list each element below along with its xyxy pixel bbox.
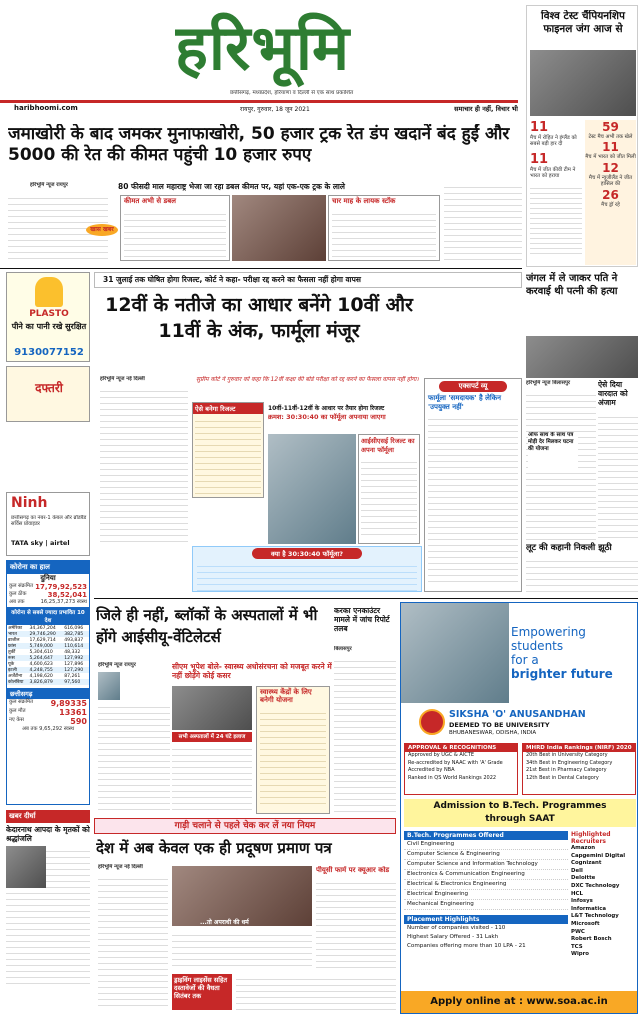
cg-recovered: अब तक 9,65,292 स्वस्थ [21, 726, 75, 733]
country-cases: 3,826,879 [29, 679, 53, 685]
pollution-body-2 [172, 930, 312, 970]
country-deaths: 127,290 [64, 667, 84, 673]
recruiter-item: L&T Technology [571, 913, 619, 920]
cm-quote-title: सीएम भूपेश बोले- स्वास्थ्य अधोसंरचना को मजबूत करने में नहीं छोड़ेंगे कोई कसर [172, 662, 332, 680]
cg-new: 590 [70, 717, 87, 727]
traffic-strap [94, 818, 396, 834]
cm-photo [98, 672, 120, 700]
country-cases: 4,248,755 [29, 667, 53, 673]
recruiter-item: Dell [571, 867, 583, 874]
puc-body [316, 878, 396, 970]
recruiters-block [571, 831, 637, 969]
plot-bullet: ऑफ साथ के साथ पत्र मोड़ी देर मिलकर घटना की योजना [528, 432, 578, 468]
icu-photo [172, 686, 252, 730]
box-body [195, 416, 261, 496]
ninh-line: छत्तीसगढ़ का नंबर-1 केबल और ब्रॉडबैंड सर्विस प्रोवाइडर [11, 515, 87, 528]
recruiter-item: Wipro [571, 951, 590, 958]
recruiter-item: Amazon [571, 845, 596, 851]
country-cases: 29,746,290 [29, 631, 56, 637]
box-title: क्या है 30:30:40 फॉर्मूला? [252, 548, 362, 559]
cg-new-label: नए केस [9, 717, 24, 724]
encounter-byline: बिलासपुर [334, 646, 352, 652]
approval-item: Re-accredited by NAAC with 'A' Grade [408, 759, 503, 766]
country-row [7, 625, 89, 631]
wtc-headline: विश्व टेस्ट चैंपियनशिप फाइनल जंग आज से [541, 10, 625, 35]
wtc-body [530, 184, 582, 254]
corona-title: कोरोना का हाल [7, 561, 89, 574]
stat-text: टेस्ट मैच अभी तक खेले [588, 134, 633, 140]
recruiter-item: PWC [571, 928, 585, 935]
murder-byline: हरिभूमि न्यूज बिलासपुर [526, 380, 571, 386]
soa-tagline [511, 625, 635, 695]
result-headline[interactable]: 12वीं के नतीजे का आधार बनेंगे 10वीं और 11वीं के अंक, फार्मूला मंजूर [105, 294, 413, 342]
country-deaths: 97,560 [64, 679, 81, 685]
result-quote: सुप्रीम कोर्ट ने गुरुवार को कहा कि 12वीं कक्षा की बोर्ड परीक्षा को रद्द करने का फैसला वापस नहीं होगा। [196, 376, 419, 383]
programme-item: Electronics & Communication Engineering [404, 870, 568, 880]
khabar-headline[interactable]: केदारनाथ आपदा के मृतकों को श्रद्धांजलि [6, 825, 90, 843]
expert-body [428, 414, 518, 584]
lead-byline: हरिभूमि न्यूज रायपुर [30, 182, 68, 188]
approval-title: APPROVAL & RECOGNITIONS [405, 744, 517, 752]
recruiter-item: Microsoft [571, 920, 600, 927]
programmes-block [404, 831, 568, 911]
loot-body [526, 556, 638, 592]
wtc-stat-block-left [530, 120, 582, 265]
daftari-title: दफ्तरी [35, 381, 63, 395]
country-name: अर्जेंटीना [8, 674, 23, 680]
pollution-headline[interactable]: देश में अब केवल एक ही प्रदूषण प्रमाण पत्र [96, 839, 332, 857]
country-cases: 4,198,620 [29, 673, 53, 679]
dateline: रायपुर, गुरुवार, 18 जून 2021 [240, 106, 310, 113]
encounter-body [334, 656, 396, 814]
tagline-2: students [511, 639, 564, 653]
nirf-list [523, 752, 635, 782]
khabar-photo [6, 846, 46, 888]
countries-table [7, 625, 89, 685]
soa-city: BHUBANESWAR, ODISHA, INDIA [449, 730, 537, 736]
recruiter-item: Robert Bosch [571, 936, 612, 943]
nirf-block [522, 743, 636, 795]
wtc-stat-block-right [585, 120, 636, 265]
country-row [7, 679, 89, 685]
corona-panel [6, 560, 90, 805]
country-name: तुर्की [8, 650, 16, 656]
expert-title: फार्मूला 'समदायक' है लेकिन 'उपयुक्त नहीं' [428, 394, 501, 411]
plasto-ad[interactable] [6, 272, 90, 362]
world-cured: 38,52,041 [47, 591, 87, 599]
smoke-photo [172, 866, 312, 926]
box-title: ऐसे बनेगा रिजल्ट [193, 403, 263, 414]
plasto-tank-icon [35, 277, 63, 307]
hospital-strap: सभी अस्पतालों में 24 घंटे इलाज [172, 732, 252, 742]
country-deaths: 48,332 [64, 649, 81, 655]
expert-tag: एक्सपर्ट व्यू [439, 381, 507, 392]
programme-item: Electrical Engineering [404, 890, 568, 900]
cg-title: छत्तीसगढ़ [7, 688, 89, 699]
recruiter-item: Deloitte [571, 875, 596, 882]
country-deaths: 493,837 [64, 637, 84, 643]
stat-number: 59 [602, 120, 619, 134]
soa-students-photo [401, 603, 509, 703]
plasto-line: पीने का पानी रखे सुरक्षित [11, 322, 87, 331]
country-deaths: 127,896 [64, 661, 84, 667]
basis-title: 10वीं-11वीं-12वीं के आधार पर तैयार होगा रिजल्ट [268, 405, 385, 412]
recruiter-item: Informatica [571, 905, 607, 912]
programme-item: Computer Science & Engineering [404, 850, 568, 860]
box-title: स्वास्थ्य केंद्रों के लिए बनेगी योजना [260, 688, 312, 704]
icse-box [358, 434, 420, 544]
tagline-4: brighter future [511, 667, 613, 681]
masthead-tagline: छत्तीसगढ़, मध्यप्रदेश, हरियाणा व दिल्ली से एक साथ प्रकाशित [230, 90, 354, 96]
world-active-label: अब तक [9, 599, 25, 605]
country-cases: 5,264,647 [29, 655, 53, 661]
country-name: रूस [8, 656, 15, 662]
puc-title: पीयूसी फार्म पर क्यूआर कोड [316, 866, 390, 874]
recruiter-list [571, 845, 637, 959]
placement-item: Companies offering more than 10 LPA - 21 [407, 943, 526, 949]
placements-block [404, 915, 568, 967]
result-method-box [192, 402, 264, 498]
approval-item: Ranked in QS World Rankings 2022 [408, 774, 497, 781]
tagline-3: for a [511, 653, 539, 667]
box-title: कीमत अभी से डबल [124, 197, 176, 205]
cg-deaths-label: कुल मौत [9, 708, 26, 715]
apply-link[interactable]: Apply online at : www.soa.ac.in [401, 991, 637, 1013]
box-body [197, 561, 417, 591]
basis-formula: क्रमश: 30:30:40 का फॉर्मूला अपनाया जाएगा [268, 413, 386, 421]
soa-ad[interactable] [400, 602, 638, 1014]
country-row [7, 637, 89, 643]
programme-item: Computer Science and Information Technology [404, 860, 568, 870]
stat-number: 12 [602, 160, 619, 175]
box-body [332, 209, 436, 261]
encounter-headline[interactable]: करका एनकाउंटर मामले में जांच रिपोर्ट तलब [334, 606, 390, 633]
traffic-strap-text: गाड़ी चलाने से पहले चेक कर लें नया नियम [174, 821, 316, 831]
top-countries-title: कोरोना से सबसे ज्यादा प्रभावित 10 देश [7, 607, 89, 625]
programme-item: Electrical & Electronics Engineering [404, 880, 568, 890]
nirf-item: 34th Best in Engineering Category [526, 759, 613, 766]
nirf-title: MHRD India Rankings (NIRF) 2020 [523, 744, 635, 752]
soa-deemed: DEEMED TO BE UNIVERSITY [449, 721, 550, 729]
wtc-photo [530, 50, 636, 116]
recruiter-item: Infosys [571, 898, 593, 905]
country-name: कोलंबिया [8, 680, 24, 686]
box-title: आईसीएसई रिजल्ट का अपना फॉर्मूला [361, 437, 415, 454]
cg-total-label: कुल संक्रमित [9, 699, 34, 706]
ninh-ad[interactable] [6, 492, 90, 556]
cg-total: 9,89335 [50, 699, 87, 709]
pollution-byline: हरिभूमि न्यूज नई दिल्ली [98, 864, 143, 870]
plasto-phone[interactable]: 9130077152 [14, 347, 84, 358]
khabar-title: खबर दीर्घा [6, 810, 90, 823]
result-basis [268, 404, 420, 432]
hospital-body-2 [172, 744, 252, 814]
hospital-body [98, 702, 170, 814]
nirf-item: 20th Best in University Category [526, 752, 608, 758]
lead-body-right [444, 182, 522, 264]
stat-text: मैच ड्रॉ रहे [601, 201, 620, 208]
placement-item: Number of companies visited - 110 [407, 925, 506, 931]
box-body [124, 209, 226, 261]
sand-mine-photo [232, 195, 326, 261]
programme-item: Mechanical Engineering [404, 900, 568, 910]
ninh-brand: Ninh [11, 495, 48, 511]
country-name: यूके [8, 662, 15, 668]
box-title: चार माह के लायक स्टॉक [332, 197, 396, 205]
approval-item: Accredited by NBA [408, 767, 455, 773]
students-photo [268, 434, 356, 544]
masthead-motto: समाचार ही नहीं, विचार भी [454, 105, 518, 113]
modus-body [598, 412, 638, 540]
stat-text: मैच में रोहित ने इंग्लैंड को सबसे बड़ी हार दी [530, 135, 577, 148]
nirf-item: 21st Best in Pharmacy Category [526, 767, 607, 773]
country-deaths: 87,261 [64, 673, 81, 679]
admission-banner: Admission to B.Tech. Programmes through SAAT [404, 799, 636, 827]
stat-number: 26 [602, 187, 619, 202]
lead-subhead: 80 फीसदी माल महाराष्ट्र भेजा जा रहा डबल कीमत पर, यहां एक-एक ट्रक के लाले [118, 182, 345, 191]
result-strap-text: 31 जुलाई तक घोषित होगा रिजल्ट, कोर्ट ने कहा- परीक्षा रद्द करने का फैसला नहीं होगा वापस [103, 275, 361, 284]
formula-box [192, 546, 422, 592]
country-deaths: 110,614 [64, 643, 84, 649]
photo-caption: ...तो अपराधी की धर्म [200, 919, 249, 926]
expert-view [424, 378, 522, 592]
approval-item: Approved by UGC & AICTE [408, 752, 474, 758]
world-total-label: कुल संक्रमित [9, 583, 34, 589]
result-strap [94, 272, 522, 288]
result-body [100, 386, 188, 546]
programmes-title: B.Tech. Programmes Offered [404, 831, 568, 840]
placement-list [404, 924, 568, 951]
world-total: 17,79,92,523 [35, 583, 87, 591]
hospital-byline: हरिभूमि न्यूज रायपुर [98, 662, 136, 668]
stat-number: 11 [602, 140, 619, 155]
programme-item: Civil Engineering [404, 840, 568, 850]
stat-text: मैच में जीत कीवी टीम ने भारत को हराया [530, 166, 576, 180]
price-double-box [120, 195, 230, 261]
ninh-partners: TATA sky | airtel [11, 539, 70, 547]
approval-block [404, 743, 518, 795]
recruiter-item: TCS [571, 943, 583, 950]
recruiters-title: Highlighted Recruiters [571, 831, 611, 845]
modus-title: ऐसे दिया वारदात को अंजाम [598, 380, 628, 407]
stat-text: मैच में भारत को जीत मिली [585, 154, 636, 161]
newspaper-logo: हरिभूमि [175, 11, 351, 84]
world-cured-label: कुल ठीक [9, 591, 27, 597]
recruiter-item: DXC Technology [571, 882, 620, 889]
murder-photo [526, 336, 638, 378]
wtc-feature [526, 5, 638, 267]
stat-text: मैच में न्यूजीलैंड ने जीत हासिल की [588, 174, 633, 188]
country-deaths: 382,785 [64, 631, 84, 637]
stock-box [328, 195, 440, 261]
recruiter-item: Capgemini Digital [571, 852, 626, 859]
country-deaths: 127,992 [64, 655, 84, 661]
loot-headline[interactable]: लूट की कहानी निकली झूठी [526, 543, 612, 553]
hospital-headline[interactable]: जिले ही नहीं, ब्लॉकों के अस्पतालों में भी होंगे आईसीयू-वेंटिलेटर्स [96, 606, 318, 646]
country-cases: 34,367,204 [29, 625, 56, 631]
programme-list [404, 840, 568, 910]
tagline-1: Empowering [511, 625, 586, 639]
pollution-body [98, 874, 168, 1010]
country-name: ब्राजील [8, 638, 20, 644]
country-cases: 4,600,623 [29, 661, 53, 667]
plasto-brand: PLASTO [29, 309, 69, 319]
special-news-badge: खास खबर [86, 224, 118, 236]
health-centre-box [256, 686, 330, 814]
country-cases: 5,304,610 [29, 649, 53, 655]
country-name: भारत [8, 632, 17, 638]
khabar-panel [6, 810, 90, 1010]
soa-name: SIKSHA 'O' ANUSANDHAN [449, 709, 586, 720]
nirf-item: 12th Best in Dental Category [526, 774, 599, 781]
licence-box-body [236, 974, 396, 1010]
cg-deaths: 13361 [59, 708, 87, 718]
masthead [0, 0, 520, 115]
box-body [361, 457, 417, 537]
masthead-rule [0, 100, 518, 103]
world-title: दुनिया [40, 574, 56, 582]
stat-number: 11 [530, 120, 549, 135]
lead-headline[interactable]: जमाखोरी के बाद जमकर मुनाफाखोरी, 50 हजार ट्रक रेत डंप खदानें बंद हुईं और 5000 की रेत की कीमत पहुंची 10 हजार रुपए [8, 124, 510, 165]
country-cases: 5,749,000 [29, 643, 53, 649]
recruiter-item: Cognizant [571, 860, 602, 867]
country-name: अमेरिका [8, 626, 23, 632]
world-active: 16,25,37,273 स्वस्थ [40, 599, 87, 605]
placements-title: Placement Highlights [404, 915, 568, 924]
website-link[interactable]: haribhoomi.com [14, 104, 78, 112]
licence-box-title: ड्राइविंग लाइसेंस सहित दस्तावेजों की वैधता सितंबर तक [172, 974, 232, 1010]
approval-list [405, 752, 517, 782]
recruiter-item: HCL [571, 890, 583, 897]
divider [0, 268, 522, 269]
country-deaths: 616,096 [64, 625, 84, 631]
stat-number: 11 [530, 151, 549, 167]
placement-item: Highest Salary Offered - 31 Lakh [407, 934, 499, 940]
soa-logo-icon [419, 709, 445, 735]
murder-headline[interactable]: जंगल में ले जाकर पति ने करवाई थी पत्नी की हत्या [526, 273, 618, 297]
box-body [260, 708, 326, 808]
divider [94, 598, 638, 599]
daftari-ad[interactable] [6, 366, 90, 422]
country-cases: 17,629,714 [29, 637, 56, 643]
country-name: इटली [8, 668, 17, 674]
result-byline: हरिभूमि न्यूज नई दिल्ली [100, 376, 145, 382]
country-name: फ्रांस [8, 644, 16, 650]
